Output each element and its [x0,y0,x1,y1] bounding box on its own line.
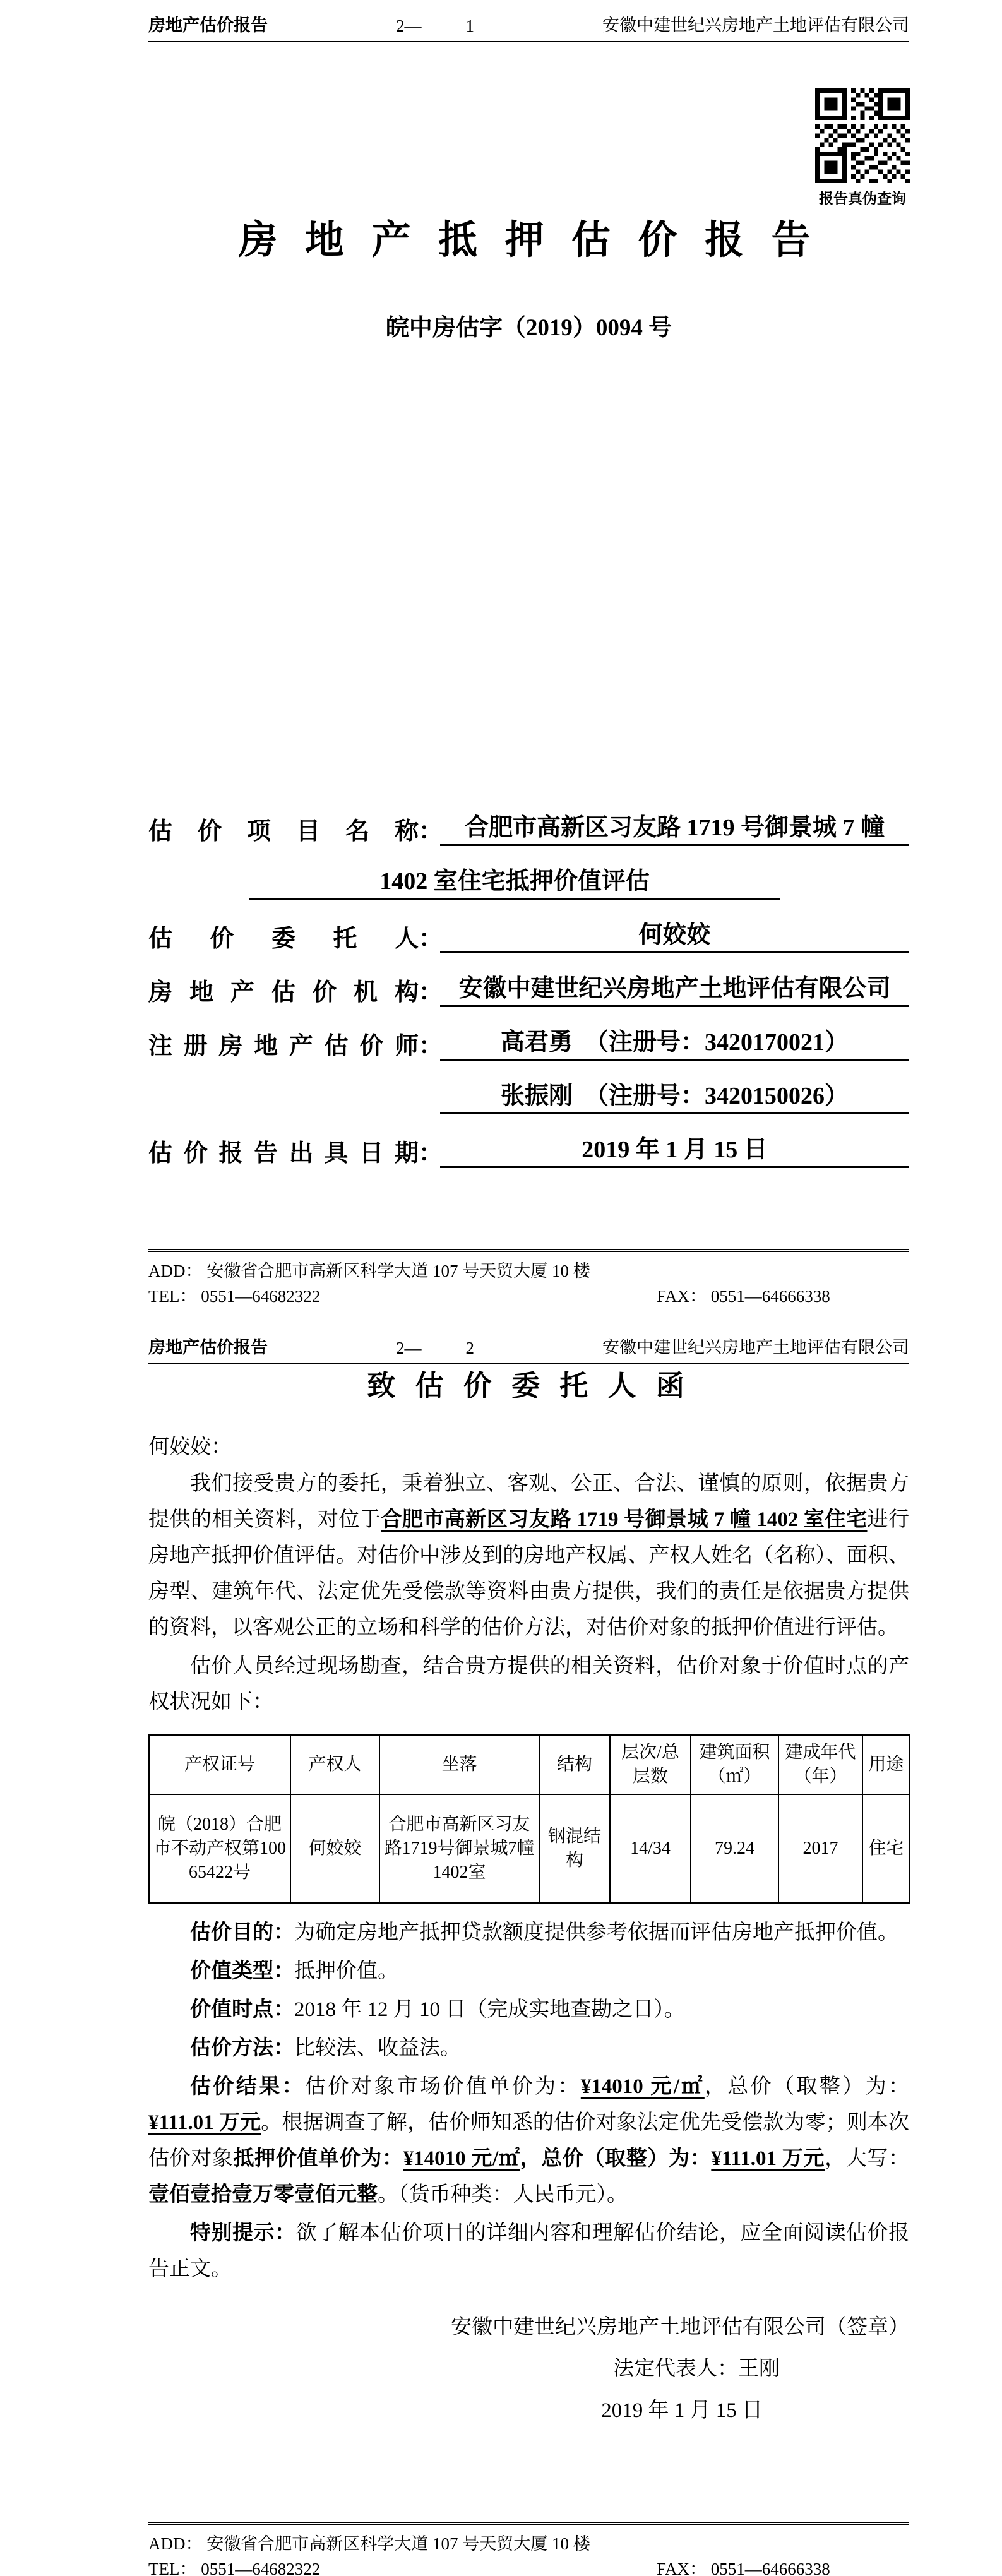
result-amount-in-words: 壹佰壹拾壹万零壹佰元整 [148,2183,378,2206]
header-doc-title: 房地产估价报告 [148,1338,268,1357]
header-doc-title: 房地产估价报告 [148,16,268,35]
letter-body [148,1363,909,2431]
form-value: 安徽中建世纪兴房地产土地评估有限公司 [440,969,909,1007]
form-value: 高君勇 （注册号：3420170021） [440,1022,909,1061]
result-text: ，总价（取整）为： [520,2147,712,2170]
item-value-type [148,1953,909,1989]
footer-tel: TEL： 0551—64682322 [148,2560,321,2576]
result-total-price: ¥111.01 万元 [148,2111,261,2134]
form-row-project-name-cont [148,846,909,900]
p1-subject-property: 合肥市高新区习友路 1719 号御景城 7 幢 1402 室住宅 [381,1508,868,1531]
header-company-name: 安徽中建世纪兴房地产土地评估有限公司 [602,1338,909,1357]
property-rights-table [148,1734,910,1904]
cell-usage: 住宅 [862,1794,910,1903]
form-label: 房地产估价机构 [148,979,419,1006]
table-header-row [149,1735,910,1794]
item-text: 比较法、收益法。 [294,2037,461,2060]
item-purpose [148,1915,909,1951]
form-row-issue-date [148,1114,909,1168]
footer-address: ADD： 安徽省合肥市高新区科学大道 107 号天贸大厦 10 楼 [148,2534,590,2553]
header-page-prefix: 2— [396,16,422,35]
form-label: 估价报告出具日期 [148,1140,419,1167]
cover-form [148,792,909,1168]
col-location: 坐落 [379,1735,539,1794]
cell-owner: 何姣姣 [290,1794,379,1903]
header-company-name: 安徽中建世纪兴房地产土地评估有限公司 [602,16,909,35]
signature-block [148,2306,909,2431]
cell-cert-number: 皖（2018）合肥市不动产权第10065422号 [149,1794,290,1903]
result-text: ，总价（取整）为： [704,2075,910,2098]
footer-contacts [148,2556,909,2576]
form-row-client [148,900,909,953]
footer-fax: FAX： 0551—64666338 [657,1287,830,1306]
result-text: 。（货币种类：人民币元）。 [378,2183,628,2206]
item-label: 价值时点： [190,1998,294,2021]
form-colon: ： [419,1033,443,1059]
footer-fax: FAX： 0551—64666338 [657,2560,830,2576]
letter-paragraph-2: 估价人员经过现场勘查，结合贵方提供的相关资料，估价对象于价值时点的产权状况如下： [148,1655,909,1714]
col-floor: 层次/总层数 [610,1735,691,1794]
item-text: 为确定房地产抵押贷款额度提供参考依据而评估房地产抵押价值。 [294,1921,898,1944]
form-value: 2019 年 1 月 15 日 [440,1130,909,1168]
col-area: 建筑面积（㎡） [691,1735,778,1794]
item-label: 特别提示： [190,2222,296,2245]
page2-footer [148,2522,909,2576]
header-page-number [396,1339,474,1358]
p1-text-c: 进行房地产抵押价值评估。对估价中涉及到的房地产权属、产权人姓名（名称）、面积、房型、建筑年代、法定优先受偿款等资料由贵方提供，我们的责任是依据贵方提供的资料，以客观公正的立场和科学的估价方法，对估价对象的抵押价值进行评估。 [148,1508,910,1639]
footer-address: ADD： 安徽省合肥市高新区科学大道 107 号天贸大厦 10 楼 [148,1261,590,1280]
result-label: 估价结果： [190,2075,305,2098]
form-row-project-name [148,792,909,846]
footer-contacts [148,1284,909,1309]
form-row-appraiser-2 [148,1061,909,1114]
header-page-num: 1 [465,16,474,35]
result-mortgage-total-price: ¥111.01 万元 [711,2147,825,2170]
item-method [148,2030,909,2066]
signature-legal-rep: 法定代表人：王刚 [613,2358,780,2380]
letter-salutation: 何姣姣： [148,1436,232,1458]
qr-block [813,88,912,208]
cell-structure: 钢混结构 [539,1794,610,1903]
item-label: 估价目的： [190,1921,294,1944]
form-label: 注册房地产估价师 [148,1033,419,1059]
result-text: 估价对象市场价值单价为： [305,2075,581,2098]
col-owner: 产权人 [290,1735,379,1794]
item-value-date [148,1992,909,2028]
result-text: ，大写： [825,2147,910,2170]
result-mortgage-unit-price: ¥14010 元/㎡ [403,2147,520,2170]
qr-code [815,88,910,183]
item-text: 2018 年 12 月 10 日（完成实地查勘之日）。 [294,1998,685,2021]
cell-floor: 14/34 [610,1794,691,1903]
form-colon: ： [419,926,443,952]
letter-paragraph-1 [148,1466,909,1646]
item-special-note [148,2215,909,2287]
form-label: 估价项目名称 [148,818,419,845]
item-text: 抵押价值。 [294,1960,398,1983]
item-text: 欲了解本估价项目的详细内容和理解估价结论，应全面阅读估价报告正文。 [148,2222,910,2281]
col-year-built: 建成年代（年） [778,1735,862,1794]
page2-header [148,1333,909,1364]
form-colon: ： [419,979,443,1006]
form-value: 1402 室住宅抵押价值评估 [249,861,780,900]
item-label: 估价方法： [190,2037,294,2060]
form-colon: ： [419,1140,443,1167]
page1-header [148,11,909,42]
page1-footer [148,1249,909,1309]
cell-year-built: 2017 [778,1794,862,1903]
item-result [148,2069,909,2213]
result-unit-price: ¥14010 元/㎡ [580,2075,705,2098]
col-structure: 结构 [539,1735,610,1794]
table-row [149,1794,910,1903]
form-row-agency [148,953,909,1007]
form-value: 何姣姣 [440,915,909,953]
col-usage: 用途 [862,1735,910,1794]
form-colon: ： [419,818,443,845]
footer-tel: TEL： 0551—64682322 [148,1287,321,1306]
col-cert-number: 产权证号 [149,1735,290,1794]
cell-location: 合肥市高新区习友路1719号御景城7幢1402室 [379,1794,539,1903]
form-value: 张振刚 （注册号：3420150026） [440,1076,909,1114]
cell-area: 79.24 [691,1794,778,1903]
qr-caption: 报告真伪查询 [819,191,906,206]
result-mortgage-label: 抵押价值单价为： [233,2147,403,2170]
p1-text-a: 我们接受贵方的委托，秉着独立、客观、公正、合法、谨慎的原则，依据贵方提供的相关资料，对位于 [148,1472,909,1531]
result-text: 。根据调查了解，估价师知悉的估价对象法定优先受偿款为零；则本次估价对象 [148,2111,910,2170]
header-page-prefix: 2— [396,1339,422,1357]
letter-title: 致 估 价 委 托 人 函 [367,1370,691,1402]
form-value: 合肥市高新区习友路 1719 号御景城 7 幢 [440,808,909,846]
header-page-num: 2 [465,1339,474,1357]
signature-date: 2019 年 1 月 15 日 [601,2399,763,2422]
item-label: 价值类型： [190,1960,294,1983]
form-row-appraiser-1 [148,1007,909,1061]
header-page-number [396,16,474,36]
signature-company: 安徽中建世纪兴房地产土地评估有限公司（签章） [451,2316,909,2339]
report-doc-number: 皖中房估字（2019）0094 号 [385,315,672,341]
report-title: 房 地 产 抵 押 估 价 报 告 [238,219,820,262]
form-label: 估价委托人 [148,926,419,952]
